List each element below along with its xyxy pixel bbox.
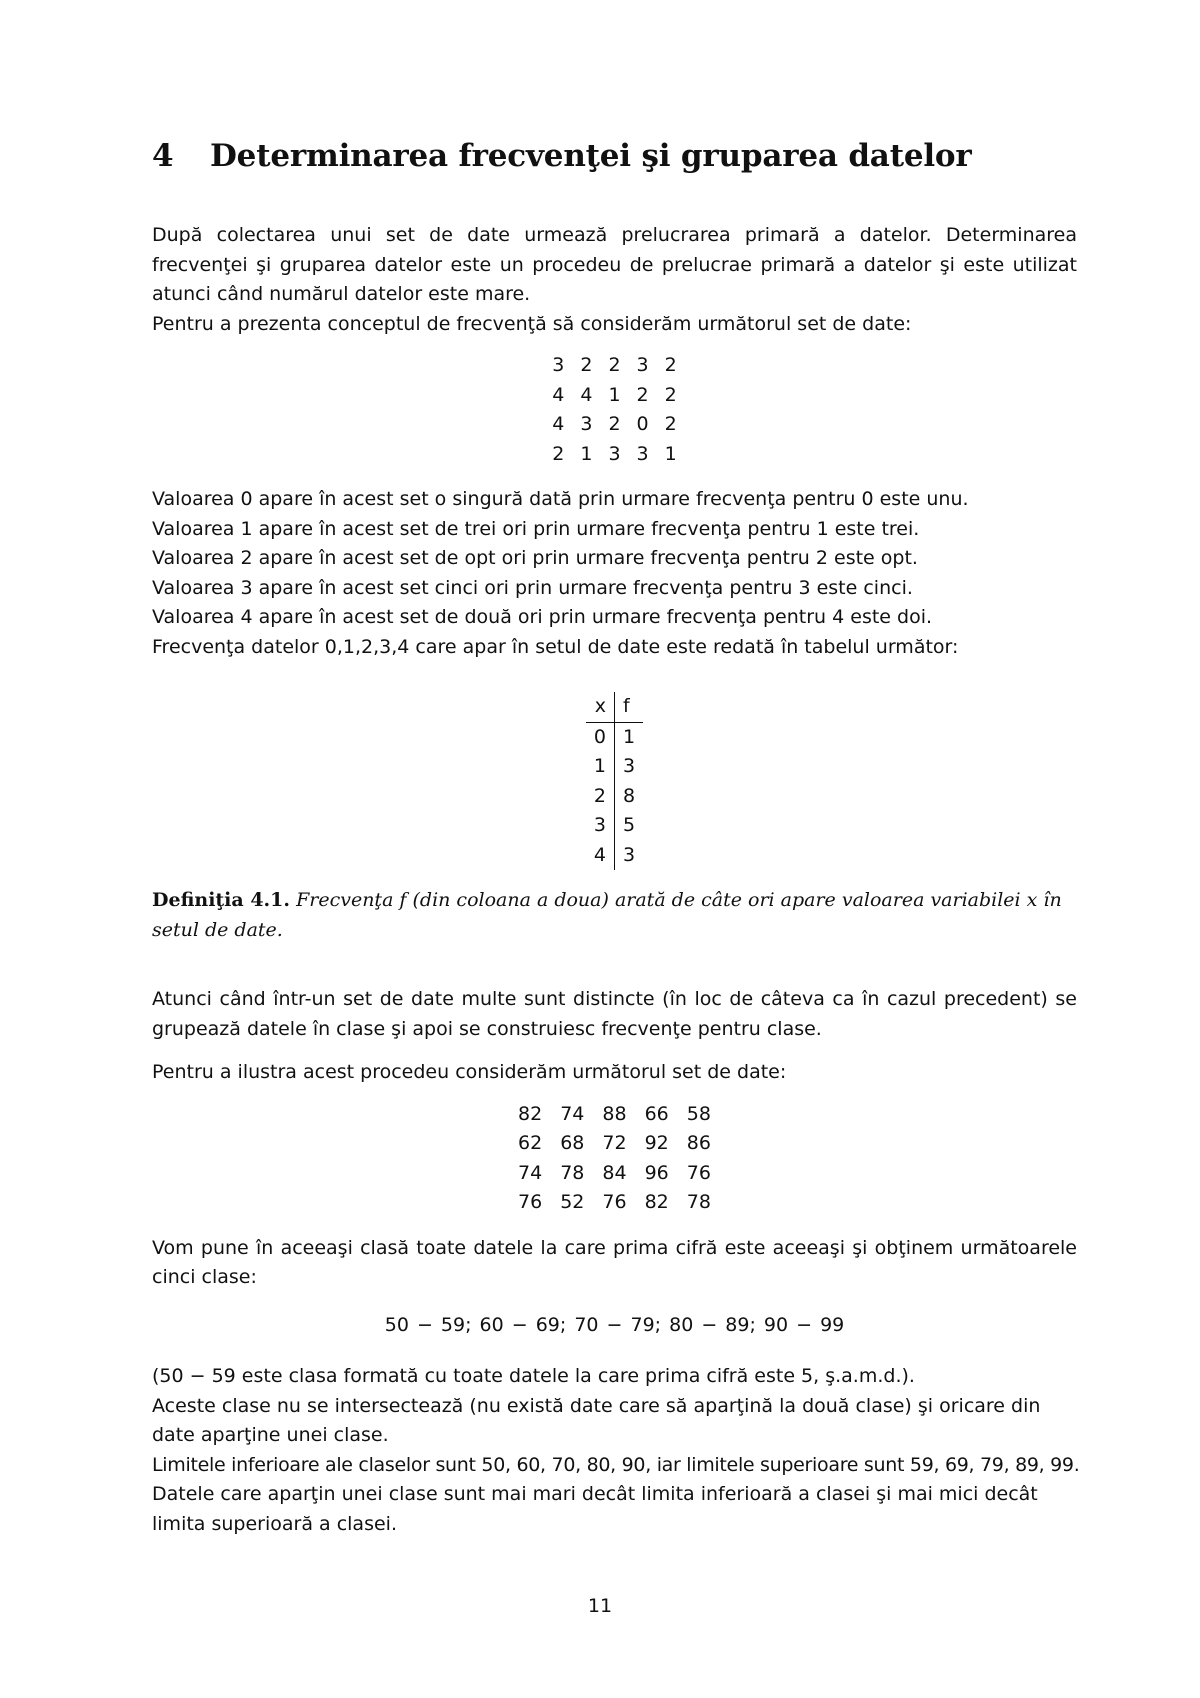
table-cell: 2 [664, 413, 677, 435]
table-cell: 86 [686, 1132, 711, 1154]
table-cell: 1 [608, 383, 621, 406]
closing-line: Aceste clase nu se intersectează (nu există date care să aparţină la două clase) şi oricare din date aparţine unei clase. [152, 1394, 1041, 1446]
table-row [586, 752, 643, 782]
table-row [509, 1159, 720, 1189]
table-cell: 3 [552, 354, 565, 376]
table-cell: 4 [580, 383, 593, 406]
intro-paragraph: După colectarea unui set de date urmează prelucrarea primară a datelor. Determinarea frecvenţei şi gruparea datelor este un procedeu de prelucrae primară a datelor şi este utilizat atunci când numărul datelor este mare. [152, 224, 1077, 305]
cell-f: 8 [623, 784, 636, 807]
column-header-f: f [615, 692, 644, 722]
cell-x: 0 [586, 722, 615, 752]
table-row [544, 381, 684, 411]
table-cell: 74 [518, 1161, 543, 1184]
table-row [509, 1129, 720, 1159]
frequency-table [586, 692, 643, 870]
table-cell: 68 [560, 1132, 585, 1154]
cell-f: 5 [623, 814, 636, 836]
table-cell: 74 [560, 1102, 585, 1125]
section-title: Determinarea frecvenţei şi gruparea datelor [210, 138, 972, 174]
table-row [586, 722, 643, 752]
value-line: Valoarea 2 apare în acest set de opt ori prin urmare frecvenţa pentru 2 este opt. [152, 547, 918, 569]
table-cell: 2 [636, 383, 649, 406]
dataset-2-table [509, 1100, 720, 1218]
value-line: Valoarea 4 apare în acest set de două ori prin urmare frecvenţa pentru 4 este doi. [152, 606, 933, 628]
section-number: 4 [152, 138, 174, 174]
frequency-intro-paragraph: Pentru a prezenta conceptul de frecvenţă să considerăm următorul set de date: [152, 312, 912, 335]
table-cell: 76 [602, 1191, 627, 1213]
table-cell: 2 [664, 383, 677, 406]
table-row [509, 1188, 720, 1218]
closing-line: Datele care aparţin unei clase sunt mai mari decât limita inferioară a clasei şi mai mici decât limita superioară a clasei. [152, 1483, 1038, 1535]
section-heading [152, 136, 1077, 176]
value-line: Valoarea 1 apare în acest set de trei ori prin urmare frecvenţa pentru 1 este trei. [152, 517, 920, 540]
table-cell: 2 [552, 442, 565, 465]
closing-line: (50 − 59 este clasa formată cu toate datele la care prima cifră este 5, ş.a.m.d.). [152, 1365, 915, 1387]
table-row [509, 1100, 720, 1130]
table-row [544, 351, 684, 381]
cell-f: 3 [623, 843, 636, 866]
table-cell: 1 [664, 442, 677, 465]
table-row [544, 440, 684, 470]
dataset-1-table [544, 351, 684, 469]
table-row [586, 811, 643, 841]
definition-block [152, 886, 1077, 945]
page-content [152, 136, 1080, 1539]
value-line: Frecvenţa datelor 0,1,2,3,4 care apar în setul de date este redată în tabelul următor: [152, 635, 959, 658]
table-cell: 84 [602, 1161, 627, 1184]
cell-x: 3 [586, 811, 615, 841]
table-cell: 0 [636, 413, 649, 435]
grouping-paragraph: Atunci când într-un set de date multe sunt distincte (în loc de câteva ca în cazul precedent) se grupează datele în clase şi apoi se construiesc frecvenţe pentru clase. [152, 988, 1077, 1040]
classes-line: 50 − 59; 60 − 69; 70 − 79; 80 − 89; 90 − 99 [384, 1313, 845, 1336]
table-row [544, 410, 684, 440]
table-cell: 52 [560, 1191, 585, 1213]
table-cell: 2 [608, 354, 621, 376]
illustration-paragraph: Pentru a ilustra acest procedeu considerăm următorul set de date: [152, 1061, 787, 1083]
closing-lines [152, 1362, 1080, 1539]
definition-text: Frecvenţa f (din coloana a doua) arată de câte ori apare valoarea variabilei x în setul de date. [152, 889, 1062, 941]
page-number: 11 [587, 1595, 613, 1617]
table-cell: 3 [580, 413, 593, 435]
frequency-table-header-row [586, 692, 643, 722]
definition-label: Definiţia 4.1. [152, 889, 291, 911]
table-cell: 92 [644, 1132, 669, 1154]
table-cell: 3 [636, 354, 649, 376]
value-line: Valoarea 0 apare în acest set o singură dată prin urmare frecvenţa pentru 0 este unu. [152, 488, 969, 510]
table-cell: 88 [602, 1102, 627, 1125]
table-cell: 66 [644, 1102, 669, 1125]
table-cell: 4 [552, 383, 565, 406]
cell-f: 3 [623, 755, 636, 777]
table-row [586, 841, 643, 871]
value-lines [152, 485, 1077, 662]
column-header-x: x [586, 692, 615, 722]
table-cell: 62 [518, 1132, 543, 1154]
value-line: Valoarea 3 apare în acest set cinci ori prin urmare frecvenţa pentru 3 este cinci. [152, 576, 913, 599]
cell-x: 1 [586, 752, 615, 782]
table-cell: 72 [602, 1132, 627, 1154]
table-cell: 1 [580, 442, 593, 465]
table-cell: 58 [686, 1102, 711, 1125]
table-cell: 76 [686, 1161, 711, 1184]
table-cell: 96 [644, 1161, 669, 1184]
table-cell: 82 [518, 1102, 543, 1125]
closing-line: Limitele inferioare ale claselor sunt 50, 60, 70, 80, 90, iar limitele superioare sunt 59, 69, 79, 89, 99. [152, 1453, 1080, 1476]
cell-x: 2 [586, 782, 615, 812]
table-cell: 4 [552, 413, 565, 435]
table-cell: 78 [686, 1191, 711, 1213]
table-cell: 2 [664, 354, 677, 376]
table-cell: 3 [636, 442, 649, 465]
table-cell: 78 [560, 1161, 585, 1184]
table-row [586, 782, 643, 812]
classes-intro-paragraph: Vom pune în aceeaşi clasă toate datele la care prima cifră este aceeaşi şi obţinem următoarele cinci clase: [152, 1236, 1077, 1288]
cell-f: 1 [623, 725, 636, 748]
table-cell: 82 [644, 1191, 669, 1213]
table-cell: 76 [518, 1191, 543, 1213]
table-cell: 2 [608, 413, 621, 435]
table-cell: 2 [580, 354, 593, 376]
table-cell: 3 [608, 442, 621, 465]
cell-x: 4 [586, 841, 615, 871]
